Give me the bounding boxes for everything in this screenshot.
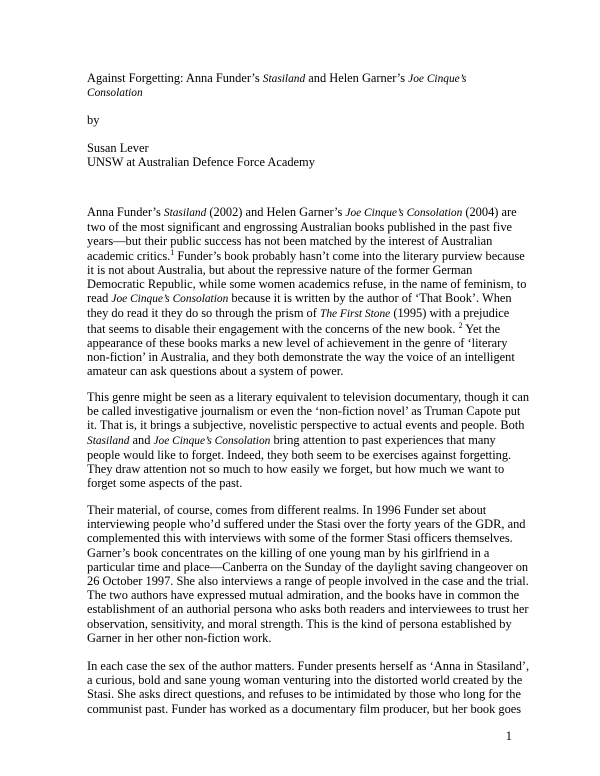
text-line: establishment of an authorial persona who asks both readers and interviewees to trust her [87, 602, 529, 617]
paragraph-2 [87, 390, 530, 491]
text-line: be called investigative journalism or even the ‘non-fiction novel’ as Truman Capote put [87, 404, 521, 419]
text-line: academic critics.$^1$ Funder’s book probably hasn’t come into the literary purview because [87, 247, 525, 263]
paragraph-4 [87, 659, 530, 716]
text-line: Their material, of course, comes from different realms. In 1996 Funder set about [87, 503, 487, 517]
text-line: Garner’s book concentrates on the killing of one young man by his girlfriend in a [87, 545, 490, 560]
text-line: amateur can ask questions about a system of power. [87, 364, 344, 379]
title-line-2: Consolation [87, 87, 143, 100]
footnote-ref-1: 1 [170, 247, 175, 257]
text-line: it is not about Australia, but about the repressive nature of the former German [87, 262, 473, 277]
text-line: it. That is, it brings a subjective, novelistic perspective to actual events and people. Both [87, 418, 525, 433]
paragraph-1 [87, 205, 527, 379]
byline-by: by [87, 113, 100, 127]
text-line: Democratic Republic, while some women academics refuse, in the name of feminism, to [87, 277, 527, 292]
text-line: complemented this with interviews with some of the former Stasi officers themselves. [87, 531, 513, 546]
text-line: In each case the sex of the author matters. Funder presents herself as ‘Anna in Stasiland’, [87, 659, 530, 673]
text-line: communist past. Funder has worked as a documentary film producer, but her book goes [87, 701, 522, 716]
text-line: a curious, bold and sane young woman venturing into the distorted world created by the [87, 673, 523, 688]
text-line: appearance of these books marks a new level of achievement in the genre of ‘literary [87, 335, 508, 350]
text-line: Garner in her other non-fiction work. [87, 630, 272, 645]
author-name: Susan Lever [87, 141, 149, 155]
text-line: particular time and place—Canberra on the Sunday of the daylight saving changeover on [87, 559, 529, 574]
text-line: interviewing people who’d suffered under the Stasi over the forty years of the GDR, and [87, 517, 526, 532]
text-line: years—but their public success has not been matched by the interest of Australian [87, 234, 493, 249]
text-line: observation, sensitivity, and moral strength. This is the kind of persona established by [87, 616, 512, 631]
paragraph-3 [87, 503, 529, 645]
text-line: they do read it they do so through the prism of The First Stone (1995) with a prejudice [87, 306, 510, 321]
text-line: forget some aspects of the past. [87, 476, 243, 491]
text-line: 26 October 1997. She also interviews a range of people involved in the case and the trial. [87, 574, 529, 589]
title-line-1: Against Forgetting: Anna Funder’s Stasiland and Helen Garner’s Joe Cinque’s [87, 71, 467, 85]
text-line: Stasiland and Joe Cinque’s Consolation bring attention to past experiences that many [87, 432, 496, 447]
text-line: The two authors have expressed mutual admiration, and the books have in common the [87, 588, 520, 603]
text-line: that seems to disable their engagement with the concerns of the new book. $^2$ Yet the [87, 320, 501, 336]
page-number: 1 [505, 729, 512, 743]
text-line: Stasi. She asks direct questions, and refuses to be intimidated by those who long for the [87, 687, 521, 702]
text-line: two of the most significant and engrossing Australian books published in the past five [87, 220, 513, 235]
text-line: read Joe Cinque’s Consolation because it is written by the author of ‘That Book’. When [87, 291, 512, 306]
text-line: non-fiction’ in Australia, and they both demonstrate the way the voice of an intelligent [87, 350, 515, 365]
text-line: They draw attention not so much to how easily we forget, but how much we want to [87, 462, 505, 477]
footnote-ref-2: 2 [458, 320, 463, 330]
author-affiliation: UNSW at Australian Defence Force Academy [87, 155, 315, 169]
paper-title [87, 71, 515, 100]
text-line: people would like to forget. Indeed, they both seem to be exercises against forgetting. [87, 447, 512, 462]
text-line: Anna Funder’s Stasiland (2002) and Helen Garner’s Joe Cinque’s Consolation (2004) are [87, 205, 517, 219]
text-line: This genre might be seen as a literary equivalent to television documentary, though it can [87, 390, 530, 404]
